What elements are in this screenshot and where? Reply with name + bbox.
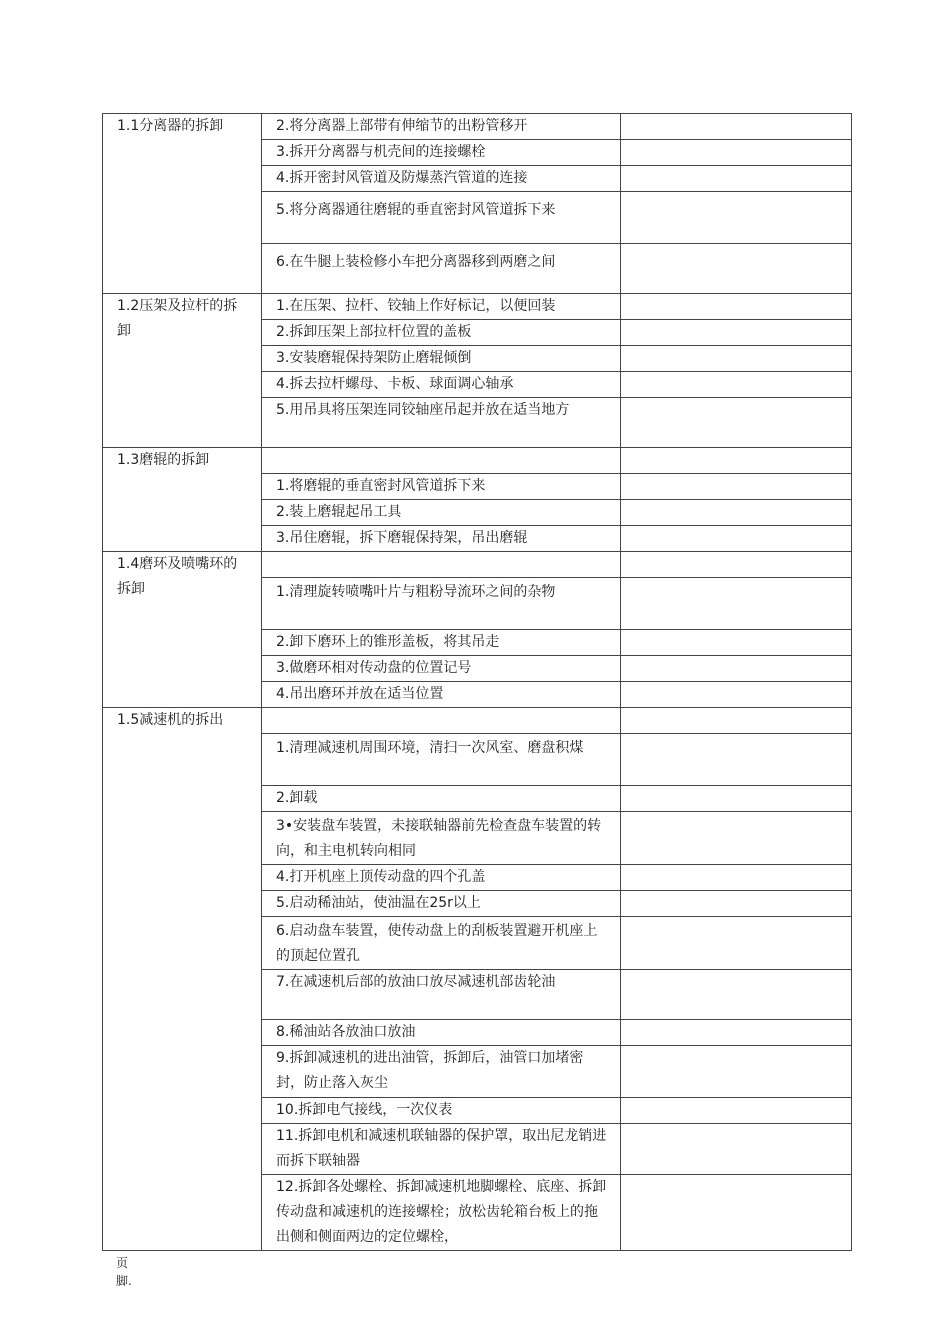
notes-cell bbox=[621, 448, 852, 474]
table-row bbox=[103, 114, 852, 140]
table-row bbox=[103, 294, 852, 320]
step-text: 5.将分离器通往磨辊的垂直密封风管道拆下来 bbox=[262, 192, 621, 244]
step-text: 12.拆卸各处螺栓、拆卸减速机地脚螺栓、底座、拆卸传动盘和减速机的连接螺栓；放松齿轮箱台板上的拖出侧和侧面两边的定位螺栓， bbox=[262, 1175, 621, 1251]
step-text: 6.在牛腿上装检修小车把分离器移到两磨之间 bbox=[262, 244, 621, 294]
notes-cell bbox=[621, 708, 852, 734]
notes-cell bbox=[621, 786, 852, 812]
notes-cell bbox=[621, 398, 852, 448]
disassembly-procedure-table bbox=[102, 113, 852, 1251]
step-text bbox=[262, 448, 621, 474]
notes-cell bbox=[621, 552, 852, 578]
step-text: 2.卸下磨环上的锥形盖板，将其吊走 bbox=[262, 630, 621, 656]
notes-cell bbox=[621, 372, 852, 398]
notes-cell bbox=[621, 656, 852, 682]
step-text: 1.在压架、拉杆、铰轴上作好标记，以便回装 bbox=[262, 294, 621, 320]
section-title: 1.3磨辊的拆卸 bbox=[103, 448, 262, 552]
step-text: 1.清理旋转喷嘴叶片与粗粉导流环之间的杂物 bbox=[262, 578, 621, 630]
notes-cell bbox=[621, 526, 852, 552]
step-text: 3.安装磨辊保持架防止磨辊倾倒 bbox=[262, 346, 621, 372]
notes-cell bbox=[621, 891, 852, 917]
notes-cell bbox=[621, 1124, 852, 1175]
notes-cell bbox=[621, 682, 852, 708]
table-row bbox=[103, 552, 852, 578]
step-text: 2.拆卸压架上部拉杆位置的盖板 bbox=[262, 320, 621, 346]
step-text: 3.吊住磨辊，拆下磨辊保持架，吊出磨辊 bbox=[262, 526, 621, 552]
notes-cell bbox=[621, 346, 852, 372]
step-text: 2.卸载 bbox=[262, 786, 621, 812]
step-text: 3•安装盘车装置，未接联轴器前先检查盘车装置的转向，和主电机转向相同 bbox=[262, 812, 621, 865]
notes-cell bbox=[621, 114, 852, 140]
notes-cell bbox=[621, 578, 852, 630]
step-text: 9.拆卸减速机的进出油管，拆卸后，油管口加堵密封，防止落入灰尘 bbox=[262, 1046, 621, 1098]
notes-cell bbox=[621, 917, 852, 970]
step-text bbox=[262, 552, 621, 578]
page-footer bbox=[116, 1254, 132, 1290]
step-text: 4.打开机座上顶传动盘的四个孔盖 bbox=[262, 865, 621, 891]
section-title: 1.5减速机的拆出 bbox=[103, 708, 262, 1251]
section-title: 1.1分离器的拆卸 bbox=[103, 114, 262, 294]
step-text: 1.将磨辊的垂直密封风管道拆下来 bbox=[262, 474, 621, 500]
notes-cell bbox=[621, 500, 852, 526]
section-title: 1.4磨环及喷嘴环的拆卸 bbox=[103, 552, 262, 708]
step-text: 7.在减速机后部的放油口放尽减速机部齿轮油 bbox=[262, 970, 621, 1020]
notes-cell bbox=[621, 630, 852, 656]
step-text: 5.用吊具将压架连同铰轴座吊起并放在适当地方 bbox=[262, 398, 621, 448]
step-text: 3.拆开分离器与机壳间的连接螺栓 bbox=[262, 140, 621, 166]
notes-cell bbox=[621, 140, 852, 166]
notes-cell bbox=[621, 320, 852, 346]
notes-cell bbox=[621, 1020, 852, 1046]
step-text: 4.吊出磨环并放在适当位置 bbox=[262, 682, 621, 708]
step-text: 4.拆去拉杆螺母、卡板、球面调心轴承 bbox=[262, 372, 621, 398]
step-text: 11.拆卸电机和减速机联轴器的保护罩，取出尼龙销进而拆下联轴器 bbox=[262, 1124, 621, 1175]
step-text: 3.做磨环相对传动盘的位置记号 bbox=[262, 656, 621, 682]
table-row bbox=[103, 448, 852, 474]
step-text bbox=[262, 708, 621, 734]
notes-cell bbox=[621, 734, 852, 786]
notes-cell bbox=[621, 1098, 852, 1124]
notes-cell bbox=[621, 1046, 852, 1098]
step-text: 2.装上磨辊起吊工具 bbox=[262, 500, 621, 526]
step-text: 10.拆卸电气接线，一次仪表 bbox=[262, 1098, 621, 1124]
notes-cell bbox=[621, 865, 852, 891]
step-text: 4.拆开密封风管道及防爆蒸汽管道的连接 bbox=[262, 166, 621, 192]
notes-cell bbox=[621, 294, 852, 320]
notes-cell bbox=[621, 474, 852, 500]
footer-line-2: 脚. bbox=[116, 1274, 132, 1288]
step-text: 1.清理减速机周围环境，清扫一次风室、磨盘积煤 bbox=[262, 734, 621, 786]
notes-cell bbox=[621, 970, 852, 1020]
footer-line-1: 页 bbox=[116, 1256, 129, 1270]
step-text: 8.稀油站各放油口放油 bbox=[262, 1020, 621, 1046]
notes-cell bbox=[621, 1175, 852, 1251]
table-body bbox=[103, 114, 852, 1251]
notes-cell bbox=[621, 244, 852, 294]
notes-cell bbox=[621, 166, 852, 192]
notes-cell bbox=[621, 812, 852, 865]
section-title: 1.2压架及拉杆的拆卸 bbox=[103, 294, 262, 448]
table-row bbox=[103, 708, 852, 734]
notes-cell bbox=[621, 192, 852, 244]
step-text: 2.将分离器上部带有伸缩节的出粉管移开 bbox=[262, 114, 621, 140]
step-text: 5.启动稀油站，使油温在25r以上 bbox=[262, 891, 621, 917]
step-text: 6.启动盘车装置，使传动盘上的刮板装置避开机座上的顶起位置孔 bbox=[262, 917, 621, 970]
